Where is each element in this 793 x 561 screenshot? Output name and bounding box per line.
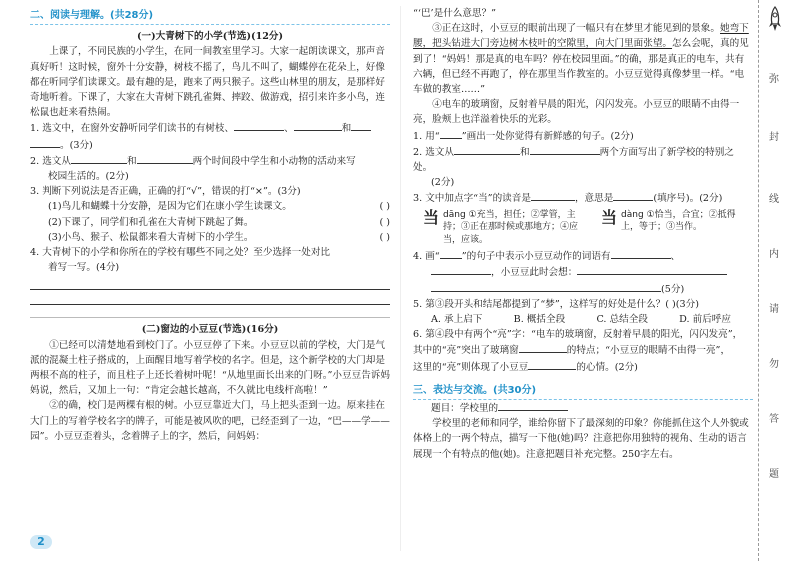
rocket-icon (767, 6, 783, 32)
writing-prompt: 学校里的老师和同学，谁给你留下了最深刻的印象？你能抓住这个人外貌或体格上的一两个特点，描写一下他(她)吗？注意把你用独特的视角、生动的语言展现一个有特点的他(她)。注意把题目补充完整。250字左右。 (413, 418, 749, 460)
answer-blank[interactable] (30, 137, 60, 148)
page-number: 2 (30, 535, 52, 549)
answer-blank[interactable] (234, 120, 284, 131)
passage-paragraph: ④电车的玻璃窗，反射着早晨的阳光，闪闪发亮。小豆豆的眼睛不由得一亮，脸颊上也洋溢着快乐的光彩。 (413, 99, 740, 126)
answer-line[interactable] (30, 277, 390, 290)
question-2: 2. 选文从 和 两个时间段中学生和小动物的活动来写 校园生活的。(2分) (30, 153, 390, 184)
question-1: 1. 用“ ”画出一处你觉得有新鲜感的句子。(2分) (413, 128, 753, 144)
question-4: 4. 画“ ”的句子中表示小豆豆动作的词语有 、 ，小豆豆此时会想： (5分) (413, 248, 753, 297)
passage-title: (一)大青树下的小学(节选)(12分) (136, 31, 284, 43)
question-1: 1. 选文中，在窗外安静听同学们读书的有树枝、 、 和 。(3分) (30, 120, 390, 152)
passage-paragraph: ①已经可以清楚地看到校门了。小豆豆停了下来。小豆豆以前的学校，大门是气派的混凝土柱子搭成的，上面醒目地写着学校的名字。但是，这个新学校的大门却是两根不高的柱子，而且柱子上还长着树叶呢！“从地里面长出来的门呀。”小豆豆告诉妈妈说，然后，又加上一句：“肯定会越长越高，不久就比电线杆高啦！” (30, 339, 390, 397)
dictionary-entries: 当 dāng ①充当，担任；②掌管，主持；③正在那时候或那地方；④应当，应该。 当 dàng ①恰当，合宜；②抵得上，等于；③当作。 (423, 207, 736, 245)
passage-paragraph: ②的确，校门是两棵有根的树。小豆豆靠近大门，马上把头歪到一边。原来挂在大门上的写着学校名字的牌子，可能是被风吹的吧，已经歪到了一边，“巴——学——园”。小豆豆歪着头，念着牌子上的字，然后，问妈妈： (30, 400, 390, 442)
left-column (30, 0, 390, 444)
answer-blank[interactable] (137, 153, 193, 164)
answer-blank[interactable] (294, 120, 342, 131)
column-divider (400, 6, 401, 551)
section-heading: 二、阅读与理解。(共28分) (30, 8, 390, 25)
right-column: “‘巴’是什么意思？” ③正在这时，小豆豆的眼前出现了一幅只有在梦里才能见到的景象。她弯下腰，把头钻进大门旁边树木枝叶的空隙里，向大门里面张望。怎么会呢，真的见到了！“妈妈！那是真的电车吗？停在校园里面。”的确，那是真正的电车，共有六辆，但已经不再跑了，停在那里当作教室的。小豆豆觉得真像梦里一样。“电车做的教室……” ④电车的玻璃窗，反射着早晨的阳光，闪闪发亮。小豆豆的眼睛不由得一亮，脸颊上也洋溢着快乐的光彩。 1. 用“ ”画出一处你觉得有新鲜感的句子。(2分) 2. 选文从 和 两个方面写出了新学校的特别之处。 (2分) 3. 文中加点字“当”的读音是 ，意思是 (填序号)。(2分) 当 dāng ①充当，担任；②掌管，主持；③正在那时候或那地方；④应当，应该。 当 dàng ①恰当，合宜；②抵得上，等于；③当作。 4. 画“ ”的句子中表示小豆豆动作的词语有 、 ，小豆豆此时会想： (5分) 5. 第③段开头和结尾都提到了“梦”，这样写的好处是什么？( )(3分) A. 承上启下 B. 概括全段 C. 总结全段 D. 前后呼应 6. 第④段中有两个“亮”字：“电车的玻璃窗，反射着早晨的阳光，闪闪发亮”， 其中的“亮”突出了玻璃窗 的特点；“小豆豆的眼睛不由得一亮”， 这里的“亮”则体现了小豆豆 的心情。(2分) 三、表达与交流。(共30分) 题目：学校里的 学校里的老师和同学，谁给你留下了最深刻的印象？你能抓住这个人外貌或体格上的一两个特点，描写一下他(她)吗？注意把你用独特的视角、生动的语言展现一个有特点的他(她)。注意把题目补充完整。250字左右。 (413, 6, 753, 462)
question-3: 3. 判断下列说法是否正确，正确的打“√”，错误的打“×”。(3分) (1)鸟儿和蝴蝶十分安静，是因为它们在康小学生读课文。 ( ) (2)下课了，同学们和孔雀在大青树下跳起了舞。 ( ) (3)小鸟、猴子、松鼠都来看大青树下的小学生。 ( ) (30, 186, 390, 243)
question-5: 5. 第③段开头和结尾都提到了“梦”，这样写的好处是什么？( )(3分) A. 承上启下 B. 概括全段 C. 总结全段 D. 前后呼应 (413, 298, 731, 325)
question-3: 3. 文中加点字“当”的读音是 ，意思是 (填序号)。(2分) (413, 190, 753, 206)
question-2: 2. 选文从 和 两个方面写出了新学校的特别之处。 (2分) (413, 144, 753, 191)
binding-margin: 弥 封 线 内 请 勿 答 题 (758, 0, 793, 561)
answer-blank[interactable] (71, 153, 127, 164)
answer-line[interactable] (30, 292, 390, 305)
passage-text: 上课了，不同民族的小学生，在同一间教室里学习。大家一起朗读课文，那声音真好听！这时候，窗外十分安静，树枝不摇了，鸟儿不叫了，蝴蝶停在花朵上，好像都在听同学们读课文。最有趣的是，跑来了两只猴子。这些山林里的朋友，是那样好奇地听着。下课了，大家在大青树下跳孔雀舞、摔跤、做游戏，招引来许多小鸟，连松鼠也赶来看热闹。 (30, 46, 385, 119)
passage-title: (二)窗边的小豆豆(节选)(16分) (30, 317, 390, 337)
char-dang: 当 (601, 207, 618, 227)
char-dang: 当 (423, 207, 440, 227)
answer-blank[interactable] (351, 120, 371, 131)
question-4: 4. 大青树下的小学和你所在的学校有哪些不同之处？至少选择一处对比 着写一写。(4分) (30, 245, 390, 305)
question-6: 6. 第④段中有两个“亮”字：“电车的玻璃窗，反射着早晨的阳光，闪闪发亮”， 其中的“亮”突出了玻璃窗 的特点；“小豆豆的眼睛不由得一亮”， 这里的“亮”则体现了小豆豆 的心情。(2分) (413, 329, 743, 373)
section-heading: 三、表达与交流。(共30分) (413, 383, 753, 400)
